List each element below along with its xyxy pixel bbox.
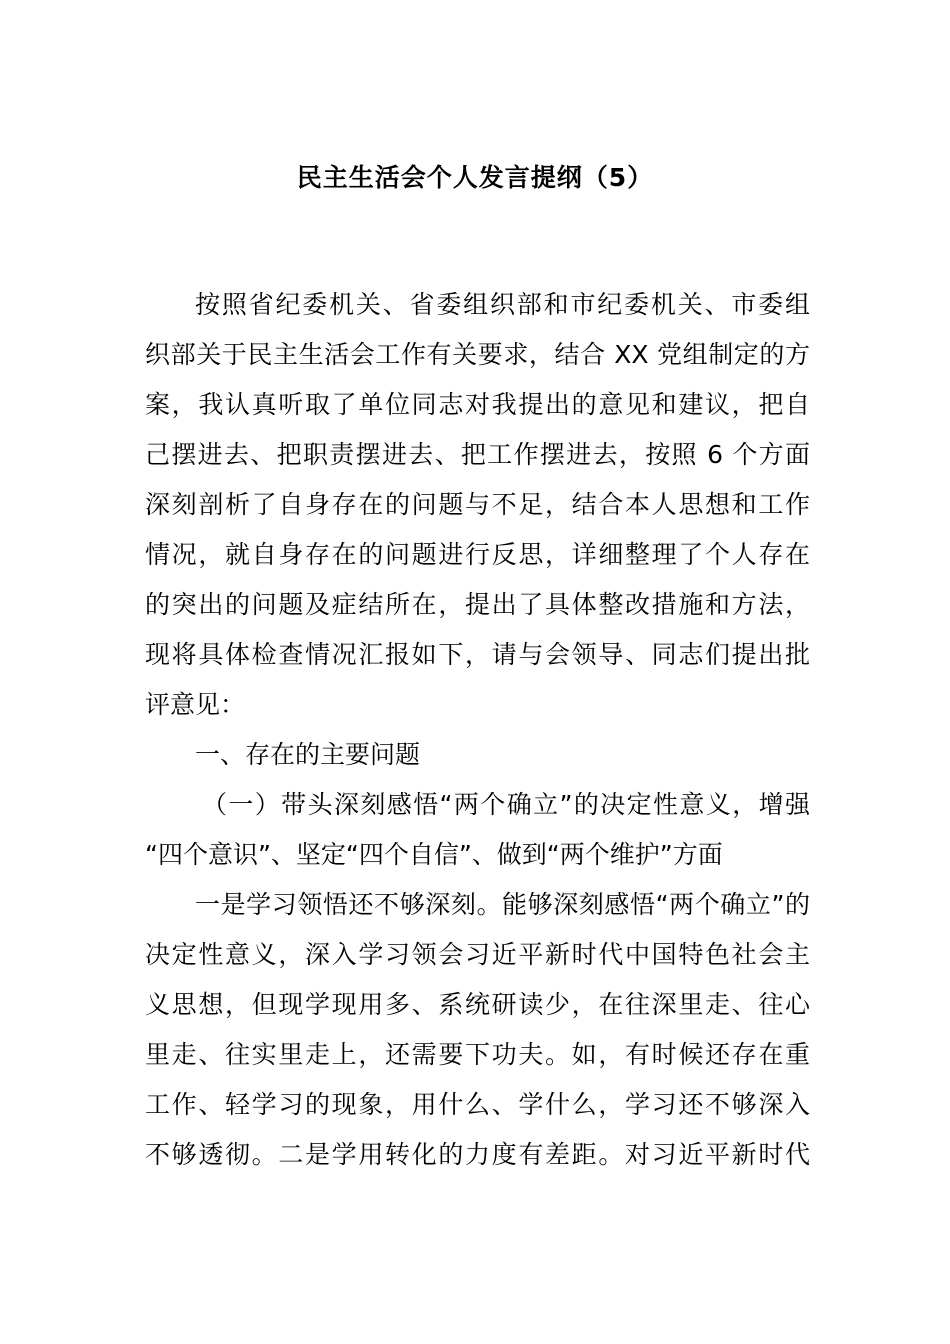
body-line: 现将具体检查情况汇报如下，请与会领导、同志们提出批 — [145, 640, 810, 669]
body-line: 深刻剖析了自身存在的问题与不足，结合本人思想和工作 — [145, 490, 810, 519]
body-line: 织部关于民主生活会工作有关要求，结合 XX 党组制定的方 — [145, 340, 810, 369]
subsection-heading-line: （一）带头深刻感悟“两个确立”的决定性意义，增强 — [202, 790, 810, 819]
body-line: 工作、轻学习的现象，用什么、学什么，学习还不够深入 — [145, 1090, 810, 1119]
body-line: 己摆进去、把职责摆进去、把工作摆进去，按照 6 个方面 — [145, 440, 810, 469]
body-line: 情况，就自身存在的问题进行反思，详细整理了个人存在 — [145, 540, 810, 569]
subsection-heading-line: “四个意识”、坚定“四个自信”、做到“两个维护”方面 — [145, 840, 723, 869]
document-body — [145, 280, 810, 1180]
body-line: 一是学习领悟还不够深刻。能够深刻感悟“两个确立”的 — [195, 890, 810, 919]
body-line: 案，我认真听取了单位同志对我提出的意见和建议，把自 — [145, 390, 810, 419]
document-title: 民主生活会个人发言提纲（5） — [296, 163, 654, 192]
body-line: 按照省纪委机关、省委组织部和市纪委机关、市委组 — [195, 290, 810, 319]
body-line: 里走、往实里走上，还需要下功夫。如，有时候还存在重 — [145, 1040, 810, 1069]
body-line: 决定性意义，深入学习领会习近平新时代中国特色社会主 — [145, 940, 810, 969]
body-line: 义思想，但现学现用多、系统研读少，在往深里走、往心 — [145, 990, 810, 1019]
body-line: 的突出的问题及症结所在，提出了具体整改措施和方法， — [145, 590, 810, 619]
body-line: 评意见： — [145, 690, 246, 719]
section-heading: 一、存在的主要问题 — [195, 740, 421, 769]
body-line: 不够透彻。二是学用转化的力度有差距。对习近平新时代 — [145, 1140, 810, 1169]
